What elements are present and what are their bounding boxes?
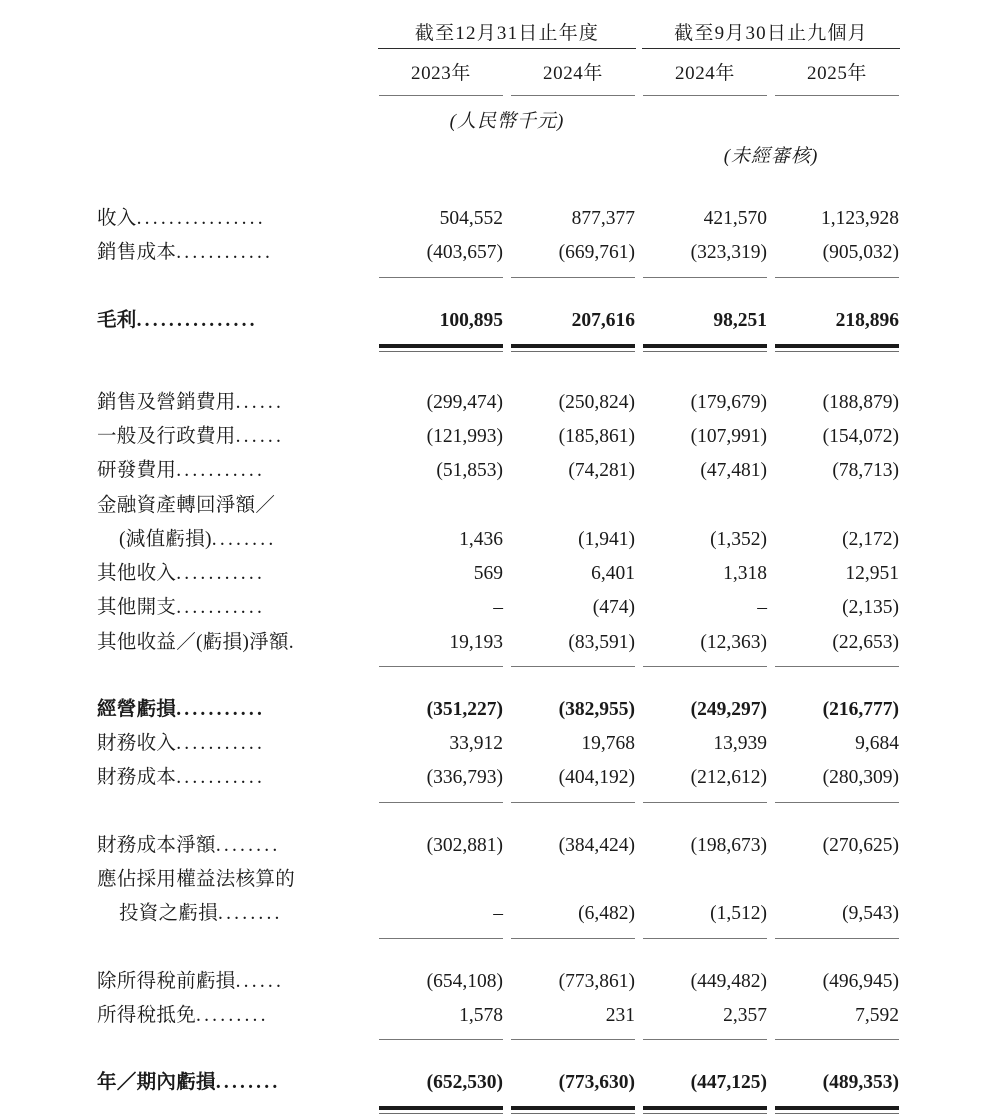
row-value: (336,793)	[426, 767, 503, 789]
row-value: (74,281)	[568, 460, 636, 482]
row-value: (403,657)	[426, 242, 503, 264]
row-value: (1,352)	[710, 528, 768, 550]
rule-cell	[771, 271, 903, 278]
header-group-ninemonth: 截至9月30日止九個月	[674, 23, 868, 44]
rule-cell	[639, 796, 771, 803]
row-value: 1,318	[723, 563, 768, 585]
row-label-operating-loss: 經營虧損...........	[97, 698, 266, 720]
row-value	[375, 863, 507, 897]
table-row	[97, 965, 903, 999]
table-row	[97, 523, 903, 557]
row-value: (12,363)	[700, 631, 768, 653]
row-value: (188,879)	[822, 391, 900, 413]
row-value: 7,592	[855, 1004, 900, 1026]
rule-cell	[639, 1033, 771, 1040]
row-value: (384,424)	[558, 834, 636, 856]
table-row	[97, 999, 903, 1033]
header-year-2025-interim: 2025年	[807, 63, 868, 84]
subtotal-rule-row	[97, 660, 903, 667]
row-value: 504,552	[439, 208, 503, 229]
row-value: (249,297)	[690, 698, 768, 720]
row-value: 218,896	[835, 309, 900, 331]
rule-cell	[375, 271, 507, 278]
row-label-loss-for-period: 年／期內虧損........	[97, 1072, 281, 1094]
row-value: 19,193	[449, 631, 503, 653]
row-value: 2,357	[723, 1004, 768, 1026]
table-row	[97, 626, 903, 660]
row-value: 13,939	[713, 733, 768, 755]
row-value: (489,353)	[822, 1072, 900, 1094]
row-label-selling-marketing: 銷售及營銷費用......	[97, 391, 285, 413]
row-value: (2,172)	[842, 528, 900, 550]
table-row	[97, 557, 903, 591]
row-value: (270,625)	[822, 834, 900, 856]
row-value: 1,123,928	[821, 208, 900, 229]
row-value: (280,309)	[822, 767, 900, 789]
row-label-other-gains-losses-net: 其他收益／(虧損)淨額.	[97, 631, 297, 653]
table-row	[97, 420, 903, 454]
rule-cell	[639, 660, 771, 667]
row-value: 100,895	[439, 309, 503, 331]
row-value: (51,853)	[436, 460, 503, 482]
row-value: (1,941)	[578, 528, 636, 550]
rule-cell	[639, 932, 771, 939]
row-value: (22,653)	[832, 631, 900, 653]
row-value: –	[493, 903, 503, 925]
rule-cell	[771, 1033, 903, 1040]
row-value: (351,227)	[426, 698, 503, 720]
row-value: (121,993)	[426, 426, 503, 448]
row-label-rnd: 研發費用...........	[97, 460, 266, 482]
rule-cell	[375, 796, 507, 803]
rule-cell	[375, 932, 507, 939]
row-value: 9,684	[855, 733, 900, 755]
header-year-2024-annual: 2024年	[543, 63, 604, 84]
row-label-cost-of-sales: 銷售成本............	[97, 242, 274, 264]
row-value	[771, 489, 903, 523]
header-year-2023: 2023年	[410, 63, 471, 84]
row-value	[507, 489, 639, 523]
row-value	[639, 489, 771, 523]
double-rule-cell	[375, 338, 507, 352]
double-rule-cell	[507, 338, 639, 352]
row-label-financial-asset-reversal-line1: 金融資產轉回淨額／	[97, 494, 276, 516]
row-value: (404,192)	[558, 767, 636, 789]
row-value: (185,861)	[558, 426, 636, 448]
header-year-row	[97, 49, 903, 89]
subtotal-rule-row	[97, 271, 903, 278]
row-value: 6,401	[591, 563, 636, 585]
row-value: (9,543)	[842, 903, 900, 925]
row-value: (107,991)	[690, 426, 768, 448]
row-value: 1,578	[459, 1004, 503, 1026]
row-label-finance-costs: 財務成本...........	[97, 767, 266, 789]
row-label-impairment-loss-line2: (減值虧損)........	[119, 528, 277, 550]
row-value: (905,032)	[822, 242, 900, 264]
row-value: 98,251	[713, 309, 768, 331]
row-value	[375, 489, 507, 523]
double-rule-cell	[375, 1100, 507, 1114]
spacer	[97, 352, 903, 386]
row-label-finance-income: 財務收入...........	[97, 733, 266, 755]
rule-cell	[771, 796, 903, 803]
row-value	[639, 863, 771, 897]
row-label-equity-method-line1: 應佔採用權益法核算的	[97, 868, 296, 890]
row-label-net-finance-costs: 財務成本淨額........	[97, 834, 281, 856]
row-value: (2,135)	[842, 597, 900, 619]
row-value: 421,570	[703, 208, 768, 229]
double-rule-cell	[771, 1100, 903, 1114]
spacer	[97, 939, 903, 965]
header-year-rule-1	[375, 89, 507, 96]
double-rule-cell	[507, 1100, 639, 1114]
row-value: 1,436	[459, 528, 503, 550]
row-value: (382,955)	[558, 698, 636, 720]
table-row	[97, 829, 903, 863]
unaudited-note-row	[97, 133, 903, 168]
double-rule-cell	[771, 338, 903, 352]
row-value: (179,679)	[690, 391, 768, 413]
row-value: (299,474)	[426, 391, 503, 413]
subtotal-rule-row	[97, 932, 903, 939]
row-value: (250,824)	[558, 391, 636, 413]
row-value: (773,861)	[558, 970, 636, 992]
row-value: (669,761)	[558, 242, 636, 264]
row-value: (198,673)	[690, 834, 768, 856]
row-value: 207,616	[571, 309, 636, 331]
table-row	[97, 897, 903, 931]
currency-unit-note: (人民幣千元)	[449, 111, 565, 132]
row-value: (154,072)	[822, 426, 900, 448]
row-value: 12,951	[845, 563, 900, 585]
rule-cell	[375, 1033, 507, 1040]
header-group-row	[97, 18, 903, 48]
row-value: –	[757, 597, 768, 619]
row-value: 33,912	[449, 733, 503, 755]
subtotal-rule-row	[97, 796, 903, 803]
row-label-other-expenses: 其他開支...........	[97, 597, 266, 619]
table-row	[97, 454, 903, 488]
row-value: 877,377	[571, 208, 636, 229]
table-row	[97, 236, 903, 270]
subtotal-rule-row	[97, 1033, 903, 1040]
table-row	[97, 591, 903, 625]
row-value: (302,881)	[426, 834, 503, 856]
row-value: (323,319)	[690, 242, 768, 264]
table-row	[97, 693, 903, 727]
row-label-revenue: 收入................	[97, 208, 266, 229]
row-value: (78,713)	[832, 460, 900, 482]
row-value: 231	[605, 1004, 636, 1026]
table-row	[97, 202, 903, 236]
table-row	[97, 761, 903, 795]
row-label-income-tax-credit: 所得稅抵免.........	[97, 1004, 269, 1026]
header-year-2024-interim: 2024年	[675, 63, 736, 84]
row-label-general-admin: 一般及行政費用......	[97, 426, 285, 448]
rule-cell	[771, 932, 903, 939]
row-value: (447,125)	[690, 1072, 768, 1094]
header-year-rule-row	[97, 89, 903, 96]
table-row	[97, 304, 903, 338]
row-value: (83,591)	[568, 631, 636, 653]
row-value: (654,108)	[426, 970, 503, 992]
header-year-rule-4	[771, 89, 903, 96]
row-value: (652,530)	[426, 1072, 503, 1094]
table-row	[97, 489, 903, 523]
row-value: 19,768	[581, 733, 636, 755]
row-value: (474)	[592, 597, 636, 619]
table-row	[97, 863, 903, 897]
rule-cell	[639, 271, 771, 278]
header-corner-cell	[97, 18, 375, 48]
spacer	[97, 667, 903, 693]
spacer	[97, 278, 903, 304]
row-value: (212,612)	[690, 767, 768, 789]
rule-cell	[507, 660, 639, 667]
rule-cell	[375, 660, 507, 667]
row-value: (773,630)	[558, 1072, 636, 1094]
row-label-equity-method-line2: 投資之虧損........	[119, 903, 283, 925]
income-statement-table	[97, 18, 903, 1114]
row-value: (496,945)	[822, 970, 900, 992]
unaudited-note: (未經審核)	[723, 146, 819, 167]
table-row	[97, 386, 903, 420]
row-label-gross-profit: 毛利...............	[97, 309, 258, 331]
header-group-annual: 截至12月31日止年度	[414, 23, 600, 44]
row-value: (216,777)	[822, 698, 900, 720]
table-row	[97, 1066, 903, 1100]
row-value	[507, 863, 639, 897]
row-value: –	[493, 597, 503, 619]
table-row	[97, 727, 903, 761]
rule-cell	[507, 796, 639, 803]
header-year-rule-3	[639, 89, 771, 96]
row-label-other-income: 其他收入...........	[97, 563, 266, 585]
row-value: (449,482)	[690, 970, 768, 992]
total-double-rule-row	[97, 1100, 903, 1114]
rule-cell	[507, 1033, 639, 1040]
currency-note-row	[97, 96, 903, 133]
total-double-rule-row	[97, 338, 903, 352]
header-year-rule-2	[507, 89, 639, 96]
double-rule-cell	[639, 338, 771, 352]
row-value: 569	[473, 563, 503, 585]
spacer	[97, 1040, 903, 1066]
row-value: (6,482)	[578, 903, 636, 925]
double-rule-cell	[639, 1100, 771, 1114]
spacer	[97, 803, 903, 829]
row-value: (47,481)	[700, 460, 768, 482]
row-value: (1,512)	[710, 903, 768, 925]
spacer-after-header	[97, 168, 903, 202]
rule-cell	[507, 932, 639, 939]
row-label-loss-before-tax: 除所得稅前虧損......	[97, 970, 285, 992]
rule-cell	[507, 271, 639, 278]
row-value	[771, 863, 903, 897]
rule-cell	[771, 660, 903, 667]
